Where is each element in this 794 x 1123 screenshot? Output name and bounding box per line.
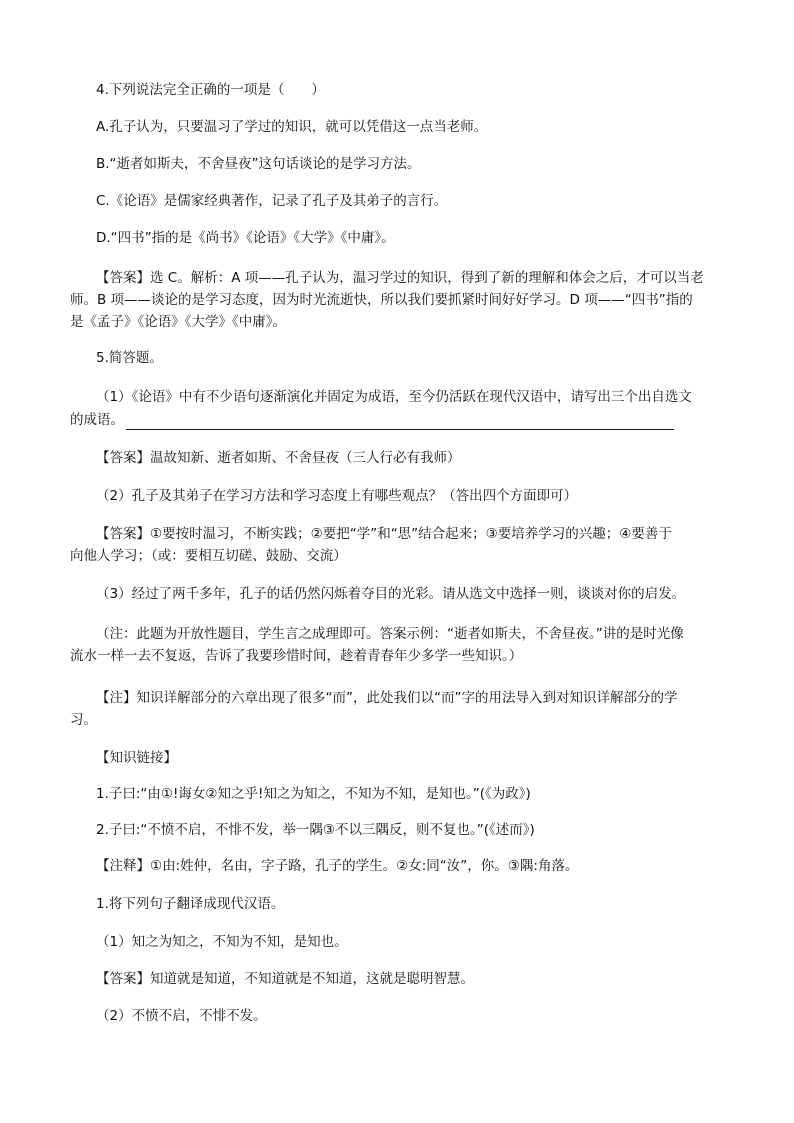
question-5-1-answer: 【答案】温故知新、逝者如斯、不舍昼夜（三人行必有我师） xyxy=(96,450,461,466)
section-note-line-2: 习。 xyxy=(70,712,97,728)
knowledge-link-item-1: 1.子曰:“由①!诲女②知之乎!知之为知之，不知为不知，是知也。”(《为政》) xyxy=(96,786,531,802)
question-5-2-answer-line-1: 【答案】①要按时温习，不断实践；②要把“学”和“思”结合起来；③要培养学习的兴趣；④要善于 xyxy=(96,526,672,542)
question-5-1-line-2-text: 的成语。 xyxy=(70,412,124,428)
knowledge-link-annotation: 【注释】①由:姓仲，名由，字子路，孔子的学生。②女:同“汝”，你。③隅:角落。 xyxy=(96,858,579,874)
translation-answer-1: 【答案】知道就是知道，不知道就是不知道，这就是聪明智慧。 xyxy=(96,971,474,987)
question-5-1-line-2 xyxy=(70,410,720,430)
answer-blank-line xyxy=(126,413,674,430)
question-4-option-a: A.孔子认为，只要温习了学过的知识，就可以凭借这一点当老师。 xyxy=(96,119,488,135)
knowledge-link-item-2: 2.子曰:“不愤不启，不悱不发，举一隅③不以三隅反，则不复也。”(《述而》) xyxy=(96,822,535,838)
question-4-option-b: B.“逝者如斯夫，不舍昼夜”这句话谈论的是学习方法。 xyxy=(96,156,421,172)
question-5-2-stem: （2）孔子及其弟子在学习方法和学习态度上有哪些观点？（答出四个方面即可） xyxy=(96,488,578,504)
question-5-3-note-line-2: 流水一样一去不复返，告诉了我要珍惜时间，趁着青春年少多学一些知识。） xyxy=(70,648,523,664)
question-5-2-answer-line-2: 向他人学习；（或：要相互切磋、鼓励、交流） xyxy=(70,548,347,564)
translation-stem: 1.将下列句子翻译成现代汉语。 xyxy=(96,896,285,912)
question-5-3-stem: （3）经过了两千多年，孔子的话仍然闪烁着夺目的光彩。请从选文中选择一则，谈谈对你的启发。 xyxy=(96,586,686,602)
translation-question-2: （2）不愤不启，不悱不发。 xyxy=(96,1008,267,1024)
question-4-option-d: D.“四书”指的是《尚书》《论语》《大学》《中庸》。 xyxy=(96,230,395,246)
question-5-3-note-line-1: （注：此题为开放性题目，学生言之成理即可。答案示例：“逝者如斯夫，不舍昼夜。”讲的是时光像 xyxy=(96,626,684,642)
knowledge-link-heading: 【知识链接】 xyxy=(96,750,177,766)
question-5-stem: 5.简答题。 xyxy=(96,350,163,366)
question-4-answer-line-1: 【答案】选 C。解析：A 项——孔子认为，温习学过的知识，得到了新的理解和体会之后，才可以当老 xyxy=(96,270,704,286)
question-5-1-line-1: （1）《论语》中有不少语句逐渐演化并固定为成语，至今仍活跃在现代汉语中，请写出三个出自选文 xyxy=(96,389,692,405)
translation-question-1: （1）知之为知之，不知为不知，是知也。 xyxy=(96,934,348,950)
question-4-answer-line-3: 是《孟子》《论语》《大学》《中庸》。 xyxy=(70,314,286,330)
question-4-option-c: C.《论语》是儒家经典著作，记录了孔子及其弟子的言行。 xyxy=(96,193,448,209)
question-4-stem: 4.下列说法完全正确的一项是（ ） xyxy=(96,82,325,98)
section-note-line-1: 【注】知识详解部分的六章出现了很多“而”，此处我们以“而”字的用法导入到对知识详解部分的学 xyxy=(96,690,678,706)
question-4-answer-line-2: 师。B 项——谈论的是学习态度，因为时光流逝快，所以我们要抓紧时间好好学习。D 项——“四书”指的 xyxy=(70,292,693,308)
